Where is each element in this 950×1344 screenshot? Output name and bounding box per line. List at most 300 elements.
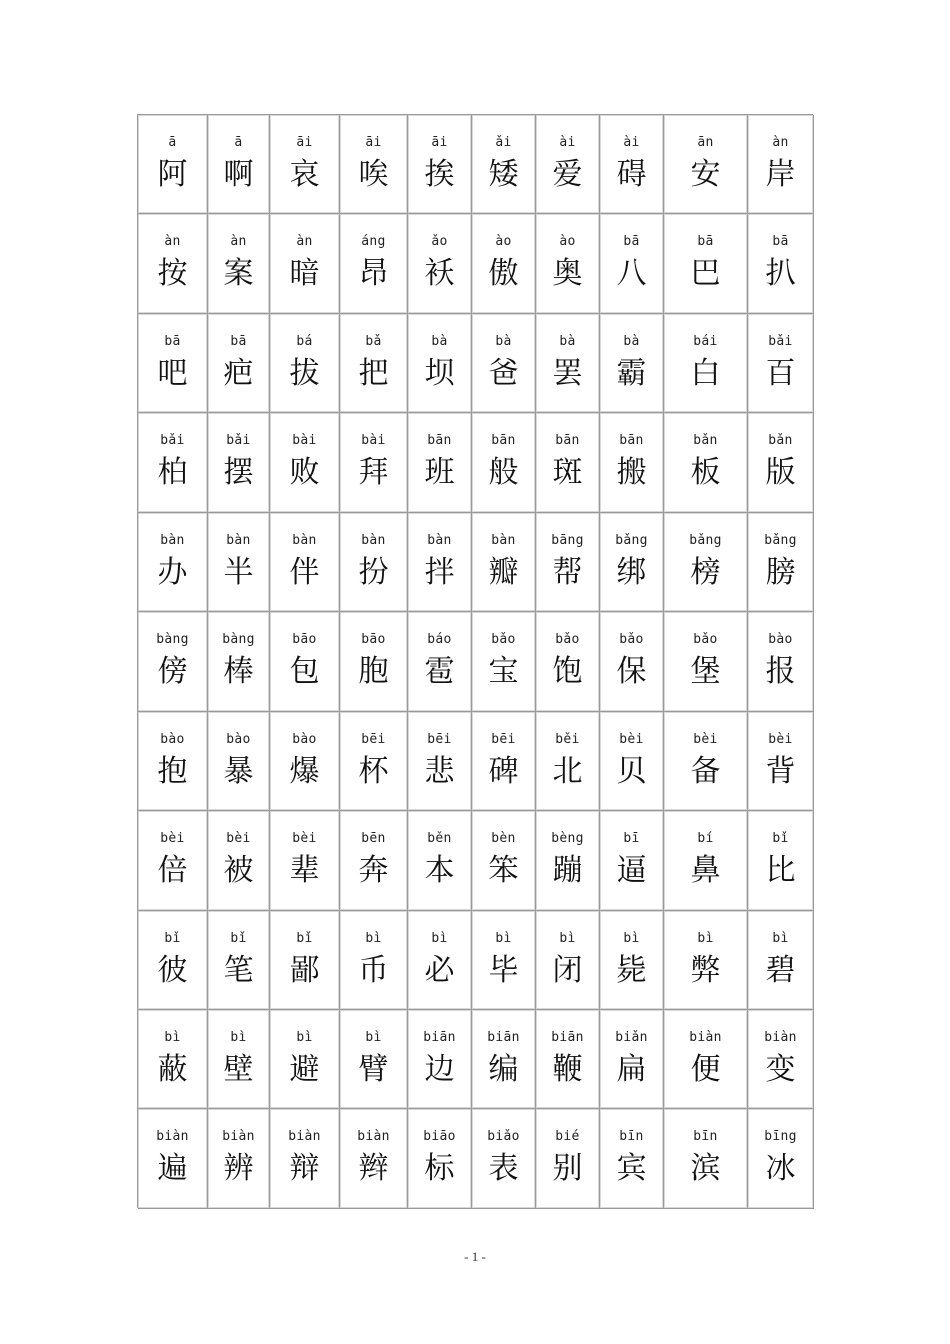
character-cell xyxy=(664,413,748,512)
hanzi-character: 堡 xyxy=(690,654,721,690)
pinyin-label: bǎo xyxy=(491,632,516,648)
hanzi-character: 贝 xyxy=(616,753,647,789)
pinyin-label: bì xyxy=(623,930,640,946)
pinyin-label: ài xyxy=(559,135,576,150)
hanzi-character: 壁 xyxy=(223,1051,254,1087)
pinyin-label: bān xyxy=(555,433,580,449)
pinyin-label: biān xyxy=(551,1029,584,1045)
character-cell xyxy=(472,911,536,1010)
hanzi-character: 疤 xyxy=(223,355,254,391)
hanzi-character: 啊 xyxy=(223,157,254,192)
character-cell xyxy=(408,811,472,910)
hanzi-character: 办 xyxy=(157,554,188,590)
character-cell xyxy=(270,115,340,214)
pinyin-label: bīng xyxy=(764,1129,797,1145)
pinyin-label: bǎo xyxy=(619,632,644,648)
character-cell xyxy=(472,612,536,711)
pinyin-label: bèi xyxy=(160,831,185,847)
pinyin-label: bá xyxy=(296,333,313,349)
hanzi-character: 被 xyxy=(223,853,254,889)
pinyin-label: bì xyxy=(296,1029,313,1045)
character-cell xyxy=(270,513,340,612)
pinyin-label: bì xyxy=(559,930,576,946)
hanzi-character: 辩 xyxy=(289,1151,320,1187)
pinyin-label: bǎn xyxy=(768,433,793,449)
character-cell xyxy=(600,513,664,612)
hanzi-character: 把 xyxy=(358,355,389,391)
character-cell xyxy=(748,911,814,1010)
hanzi-character: 碧 xyxy=(765,952,796,988)
hanzi-character: 雹 xyxy=(424,654,455,690)
pinyin-label: bèn xyxy=(491,831,516,847)
character-cell xyxy=(664,811,748,910)
character-cell xyxy=(536,811,600,910)
character-cell xyxy=(536,214,600,313)
hanzi-character: 边 xyxy=(424,1051,455,1087)
pinyin-label: bào xyxy=(768,632,793,648)
character-cell xyxy=(600,1010,664,1109)
character-cell xyxy=(600,115,664,214)
character-cell xyxy=(664,314,748,413)
character-cell xyxy=(408,115,472,214)
pinyin-label: biān xyxy=(487,1029,520,1045)
hanzi-character: 饱 xyxy=(552,654,583,690)
hanzi-character: 班 xyxy=(424,455,455,491)
pinyin-label: ān xyxy=(697,135,714,150)
pinyin-label: bàn xyxy=(491,532,516,548)
character-cell xyxy=(472,811,536,910)
pinyin-label: bà xyxy=(559,333,576,349)
hanzi-character: 瓣 xyxy=(488,554,519,590)
character-cell xyxy=(208,811,270,910)
pinyin-label: bān xyxy=(427,433,452,449)
pinyin-label: bài xyxy=(361,433,386,449)
hanzi-character: 帮 xyxy=(552,554,583,590)
character-cell xyxy=(536,115,600,214)
pinyin-label: biàn xyxy=(222,1129,255,1145)
character-cell xyxy=(208,513,270,612)
pinyin-label: bái xyxy=(693,333,718,349)
hanzi-character: 备 xyxy=(690,753,721,789)
hanzi-character: 杯 xyxy=(358,753,389,789)
pinyin-label: bāo xyxy=(361,632,386,648)
hanzi-character: 百 xyxy=(765,355,796,391)
hanzi-character: 保 xyxy=(616,654,647,690)
pinyin-label: běn xyxy=(427,831,452,847)
pinyin-label: bāo xyxy=(292,632,317,648)
pinyin-label: bǎng xyxy=(689,532,722,548)
character-cell xyxy=(270,612,340,711)
hanzi-character: 巴 xyxy=(690,256,721,292)
hanzi-character: 笔 xyxy=(223,952,254,988)
pinyin-label: biān xyxy=(423,1029,456,1045)
character-cell xyxy=(340,513,408,612)
character-cell xyxy=(600,1109,664,1208)
pinyin-label: ào xyxy=(495,234,512,250)
pinyin-label: bàn xyxy=(226,532,251,548)
character-cell xyxy=(600,612,664,711)
pinyin-label: biàn xyxy=(288,1129,321,1145)
pinyin-label: bèi xyxy=(292,831,317,847)
hanzi-character: 板 xyxy=(690,455,721,491)
character-cell xyxy=(138,314,208,413)
character-cell xyxy=(270,314,340,413)
hanzi-character: 悲 xyxy=(424,753,455,789)
character-cell xyxy=(600,413,664,512)
hanzi-character: 鞭 xyxy=(552,1051,583,1087)
pinyin-label: bèi xyxy=(768,731,793,747)
pinyin-label: bàng xyxy=(156,632,189,648)
pinyin-label: bǎn xyxy=(693,433,718,449)
hanzi-character: 搬 xyxy=(616,455,647,491)
character-cell xyxy=(408,413,472,512)
pinyin-label: bā xyxy=(164,333,181,349)
hanzi-character: 暴 xyxy=(223,753,254,789)
character-cell xyxy=(138,115,208,214)
hanzi-character: 毙 xyxy=(616,952,647,988)
pinyin-label: bǎi xyxy=(160,433,185,449)
character-cell xyxy=(270,911,340,1010)
hanzi-character: 爆 xyxy=(289,753,320,789)
character-cell xyxy=(748,314,814,413)
character-cell xyxy=(270,1010,340,1109)
hanzi-character: 吧 xyxy=(157,355,188,391)
character-cell xyxy=(408,513,472,612)
pinyin-label: bǎng xyxy=(764,532,797,548)
pinyin-label: biǎn xyxy=(615,1029,648,1045)
character-cell xyxy=(208,911,270,1010)
hanzi-character: 败 xyxy=(289,455,320,491)
character-cell xyxy=(340,712,408,811)
hanzi-character: 半 xyxy=(223,554,254,590)
pinyin-label: bāng xyxy=(551,532,584,548)
hanzi-character: 表 xyxy=(488,1151,519,1187)
hanzi-character: 标 xyxy=(424,1151,455,1187)
pinyin-label: bā xyxy=(623,234,640,250)
hanzi-character: 榜 xyxy=(690,554,721,590)
hanzi-character: 碍 xyxy=(616,157,647,192)
pinyin-label: bēi xyxy=(361,731,386,747)
hanzi-character: 版 xyxy=(765,455,796,491)
hanzi-character: 膀 xyxy=(765,554,796,590)
pinyin-label: ài xyxy=(623,135,640,150)
pinyin-label: àn xyxy=(296,234,313,250)
character-cell xyxy=(748,1010,814,1109)
hanzi-character: 包 xyxy=(289,654,320,690)
pinyin-label: bǎo xyxy=(555,632,580,648)
character-cell xyxy=(472,1109,536,1208)
pinyin-label: bié xyxy=(555,1129,580,1145)
hanzi-character: 扁 xyxy=(616,1051,647,1087)
character-cell xyxy=(138,513,208,612)
hanzi-character: 扮 xyxy=(358,554,389,590)
hanzi-character: 辈 xyxy=(289,853,320,889)
character-cell xyxy=(408,314,472,413)
character-cell xyxy=(340,314,408,413)
hanzi-character: 奥 xyxy=(552,256,583,292)
character-cell xyxy=(208,314,270,413)
hanzi-character: 币 xyxy=(358,952,389,988)
hanzi-character: 拜 xyxy=(358,455,389,491)
pinyin-label: bài xyxy=(292,433,317,449)
character-cell xyxy=(664,1109,748,1208)
pinyin-label: bā xyxy=(697,234,714,250)
hanzi-character: 别 xyxy=(552,1151,583,1187)
pinyin-label: bǐ xyxy=(230,930,247,946)
hanzi-character: 蹦 xyxy=(552,853,583,889)
hanzi-character: 暗 xyxy=(289,256,320,292)
hanzi-character: 辨 xyxy=(223,1151,254,1187)
pinyin-label: ǎi xyxy=(495,135,512,150)
pinyin-label: bī xyxy=(623,831,640,847)
character-cell xyxy=(600,314,664,413)
pinyin-label: bàn xyxy=(160,532,185,548)
character-cell xyxy=(748,612,814,711)
pinyin-label: bào xyxy=(292,731,317,747)
hanzi-character: 本 xyxy=(424,853,455,889)
character-cell xyxy=(748,712,814,811)
pinyin-label: bǎo xyxy=(693,632,718,648)
character-cell xyxy=(600,214,664,313)
pinyin-label: āi xyxy=(365,135,382,150)
pinyin-label: bàn xyxy=(292,532,317,548)
hanzi-character: 阿 xyxy=(157,157,188,192)
character-cell xyxy=(472,314,536,413)
hanzi-character: 便 xyxy=(690,1051,721,1087)
pinyin-label: bèng xyxy=(551,831,584,847)
character-cell xyxy=(472,712,536,811)
hanzi-character: 爸 xyxy=(488,355,519,391)
pinyin-label: báo xyxy=(427,632,452,648)
character-cell xyxy=(536,612,600,711)
hanzi-character: 八 xyxy=(616,256,647,292)
character-cell xyxy=(664,513,748,612)
pinyin-label: bàng xyxy=(222,632,255,648)
character-cell xyxy=(270,1109,340,1208)
character-cell xyxy=(472,115,536,214)
page-number: - 1 - xyxy=(464,1249,486,1264)
hanzi-character: 绑 xyxy=(616,554,647,590)
pinyin-label: bì xyxy=(495,930,512,946)
pinyin-label: bǐ xyxy=(296,930,313,946)
character-cell xyxy=(664,911,748,1010)
character-cell xyxy=(408,214,472,313)
pinyin-label: bèi xyxy=(693,731,718,747)
character-cell xyxy=(208,214,270,313)
hanzi-character: 哀 xyxy=(289,157,320,192)
hanzi-character: 案 xyxy=(223,256,254,292)
hanzi-character: 白 xyxy=(690,355,721,391)
hanzi-character: 霸 xyxy=(616,355,647,391)
hanzi-character: 遍 xyxy=(157,1151,188,1187)
hanzi-character: 冰 xyxy=(765,1151,796,1187)
hanzi-character: 坝 xyxy=(424,355,455,391)
character-cell xyxy=(472,413,536,512)
pinyin-label: biàn xyxy=(689,1029,722,1045)
character-cell xyxy=(340,612,408,711)
hanzi-character: 鄙 xyxy=(289,952,320,988)
character-cell xyxy=(536,1010,600,1109)
pinyin-label: bān xyxy=(619,433,644,449)
pinyin-label: bì xyxy=(772,930,789,946)
character-cell xyxy=(408,612,472,711)
pinyin-label: bì xyxy=(230,1029,247,1045)
pinyin-label: bǎi xyxy=(768,333,793,349)
hanzi-character: 辫 xyxy=(358,1151,389,1187)
hanzi-character: 柏 xyxy=(157,455,188,491)
pinyin-label: àn xyxy=(230,234,247,250)
hanzi-character: 挨 xyxy=(424,157,455,192)
character-cell xyxy=(208,712,270,811)
hanzi-character: 傍 xyxy=(157,654,188,690)
hanzi-character: 傲 xyxy=(488,256,519,292)
character-cell xyxy=(208,413,270,512)
character-cell xyxy=(664,1010,748,1109)
hanzi-character: 报 xyxy=(765,654,796,690)
character-cell xyxy=(748,513,814,612)
character-cell xyxy=(408,911,472,1010)
hanzi-character: 北 xyxy=(552,753,583,789)
hanzi-character: 鼻 xyxy=(690,853,721,889)
pinyin-label: ǎo xyxy=(431,234,448,250)
hanzi-character: 拔 xyxy=(289,355,320,391)
character-cell xyxy=(536,712,600,811)
pinyin-label: bēi xyxy=(491,731,516,747)
hanzi-character: 编 xyxy=(488,1051,519,1087)
hanzi-character: 扒 xyxy=(765,256,796,292)
character-cell xyxy=(340,413,408,512)
hanzi-character: 岸 xyxy=(765,157,796,192)
pinyin-label: bǎ xyxy=(365,333,382,349)
character-cell xyxy=(472,513,536,612)
pinyin-label: bǎng xyxy=(615,532,648,548)
pinyin-label: bèi xyxy=(619,731,644,747)
character-cell xyxy=(340,1010,408,1109)
character-cell xyxy=(270,712,340,811)
pinyin-label: bì xyxy=(365,1029,382,1045)
hanzi-character: 彼 xyxy=(157,952,188,988)
pinyin-label: bì xyxy=(164,1029,181,1045)
character-cell xyxy=(270,214,340,313)
character-cell xyxy=(748,115,814,214)
pinyin-label: bèi xyxy=(226,831,251,847)
pinyin-label: běi xyxy=(555,731,580,747)
pinyin-label: bàn xyxy=(427,532,452,548)
character-cell xyxy=(748,214,814,313)
pinyin-label: bēn xyxy=(361,831,386,847)
character-cell xyxy=(536,1109,600,1208)
pinyin-label: biàn xyxy=(156,1129,189,1145)
pinyin-label: bǐ xyxy=(772,831,789,847)
hanzi-character: 宾 xyxy=(616,1151,647,1187)
hanzi-character: 昂 xyxy=(358,256,389,292)
character-cell xyxy=(138,214,208,313)
hanzi-character: 斑 xyxy=(552,455,583,491)
hanzi-character: 逼 xyxy=(616,853,647,889)
hanzi-character: 按 xyxy=(157,256,188,292)
character-cell xyxy=(208,1109,270,1208)
character-cell xyxy=(138,811,208,910)
hanzi-character: 比 xyxy=(765,853,796,889)
hanzi-character: 爱 xyxy=(552,157,583,192)
pinyin-character-table xyxy=(137,114,813,1208)
character-cell xyxy=(138,612,208,711)
hanzi-character: 摆 xyxy=(223,455,254,491)
pinyin-label: biāo xyxy=(423,1129,456,1145)
pinyin-label: biàn xyxy=(764,1029,797,1045)
character-cell xyxy=(600,811,664,910)
character-cell xyxy=(340,911,408,1010)
hanzi-character: 矮 xyxy=(488,157,519,192)
character-cell xyxy=(664,115,748,214)
character-cell xyxy=(138,413,208,512)
hanzi-character: 宝 xyxy=(488,654,519,690)
pinyin-label: bào xyxy=(226,731,251,747)
pinyin-label: bǎi xyxy=(226,433,251,449)
hanzi-character: 避 xyxy=(289,1051,320,1087)
character-cell xyxy=(600,911,664,1010)
hanzi-character: 伴 xyxy=(289,554,320,590)
pinyin-label: bà xyxy=(495,333,512,349)
pinyin-label: bā xyxy=(230,333,247,349)
character-cell xyxy=(340,214,408,313)
character-cell xyxy=(472,214,536,313)
hanzi-character: 变 xyxy=(765,1051,796,1087)
hanzi-character: 弊 xyxy=(690,952,721,988)
pinyin-label: biǎo xyxy=(487,1129,520,1145)
character-cell xyxy=(270,413,340,512)
pinyin-label: bīn xyxy=(693,1129,718,1145)
hanzi-character: 胞 xyxy=(358,654,389,690)
character-cell xyxy=(748,413,814,512)
character-cell xyxy=(472,1010,536,1109)
pinyin-label: bīn xyxy=(619,1129,644,1145)
hanzi-character: 滨 xyxy=(690,1151,721,1187)
character-cell xyxy=(340,811,408,910)
character-cell xyxy=(536,911,600,1010)
pinyin-label: bào xyxy=(160,731,185,747)
pinyin-label: bǐ xyxy=(164,930,181,946)
character-cell xyxy=(340,1109,408,1208)
hanzi-character: 袄 xyxy=(424,256,455,292)
hanzi-character: 臂 xyxy=(358,1051,389,1087)
pinyin-label: ào xyxy=(559,234,576,250)
hanzi-character: 奔 xyxy=(358,853,389,889)
character-cell xyxy=(138,1010,208,1109)
pinyin-label: bàn xyxy=(361,532,386,548)
character-cell xyxy=(600,712,664,811)
hanzi-character: 背 xyxy=(765,753,796,789)
character-cell xyxy=(208,1010,270,1109)
character-cell xyxy=(138,1109,208,1208)
character-cell xyxy=(408,712,472,811)
pinyin-label: āi xyxy=(296,135,313,150)
character-cell xyxy=(536,314,600,413)
pinyin-label: àn xyxy=(164,234,181,250)
pinyin-label: bì xyxy=(431,930,448,946)
hanzi-character: 安 xyxy=(690,157,721,192)
pinyin-label: bā xyxy=(772,234,789,250)
pinyin-label: bēi xyxy=(427,731,452,747)
character-cell xyxy=(408,1109,472,1208)
character-cell xyxy=(536,413,600,512)
character-cell xyxy=(340,115,408,214)
hanzi-character: 碑 xyxy=(488,753,519,789)
character-cell xyxy=(208,612,270,711)
character-cell xyxy=(664,612,748,711)
hanzi-character: 罢 xyxy=(552,355,583,391)
pinyin-label: bà xyxy=(623,333,640,349)
